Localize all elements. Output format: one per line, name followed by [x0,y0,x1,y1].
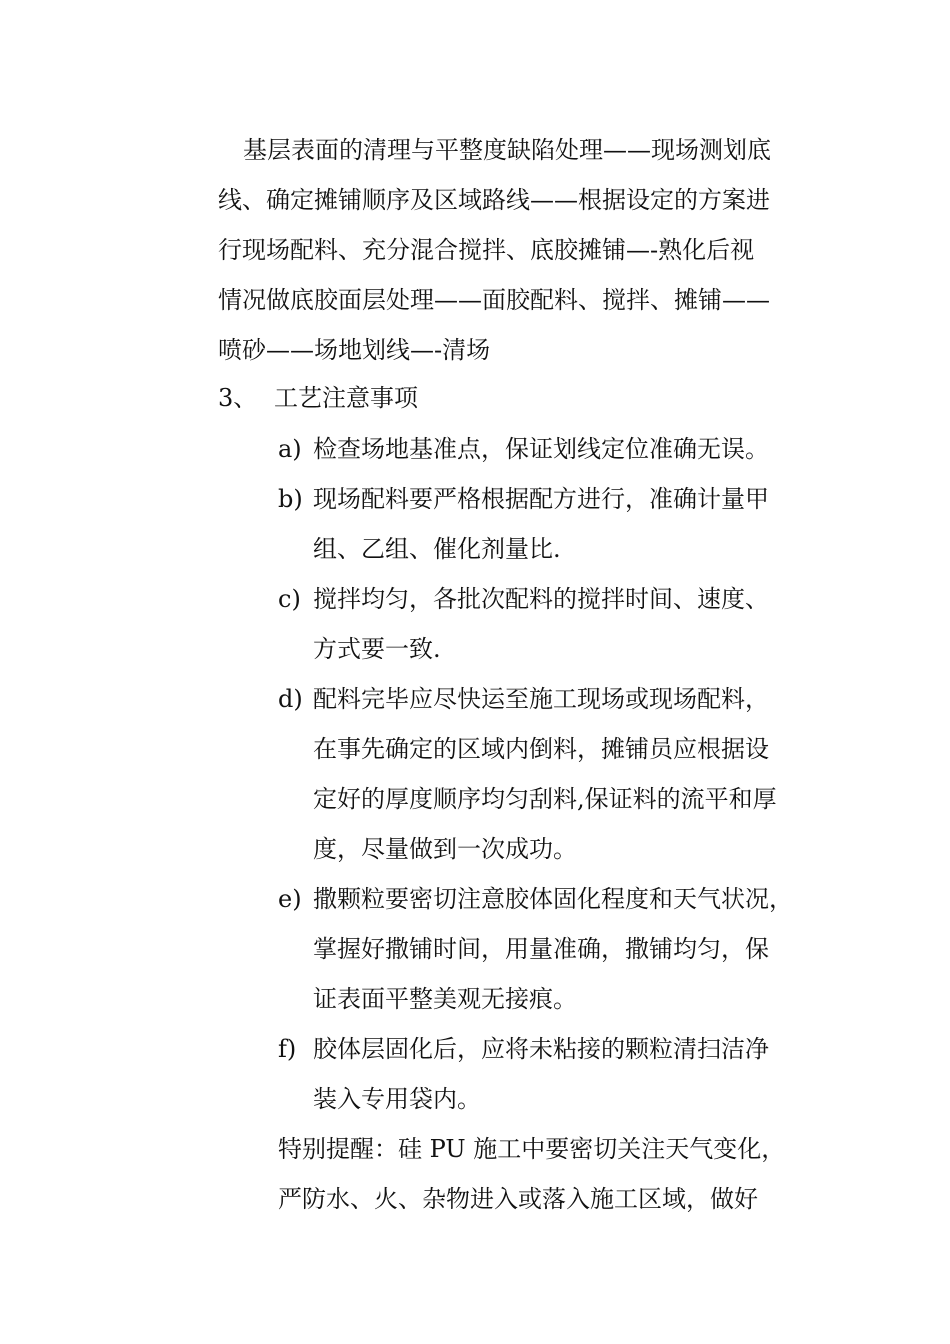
intro-line: 线、确定摊铺顺序及区域路线——根据设定的方案进 [218,186,770,214]
list-item-line: 配料完毕应尽快运至施工现场或现场配料， [313,685,769,713]
list-item-line: 方式要一致. [313,635,441,663]
list-item-line: 证表面平整美观无接痕。 [313,985,577,1013]
intro-line: 基层表面的清理与平整度缺陷处理——现场测划底 [243,136,771,164]
list-item-marker: f) [278,1035,297,1063]
list-item-marker: d) [278,685,303,713]
list-item-line: 组、乙组、催化剂量比. [313,535,561,563]
list-item-line: 装入专用袋内。 [313,1085,481,1113]
list-item-marker: b) [278,485,303,513]
list-item-line: 在事先确定的区域内倒料，摊铺员应根据设 [313,735,769,763]
list-item-line: 掌握好撒铺时间，用量准确，撒铺均匀，保 [313,935,769,963]
list-item-line: 现场配料要严格根据配方进行，准确计量甲 [313,485,769,513]
special-note-line: 特别提醒：硅 PU 施工中要密切关注天气变化， [278,1135,786,1163]
list-item-line: 胶体层固化后，应将未粘接的颗粒清扫洁净 [313,1035,769,1063]
section-number: 3、 [218,384,258,412]
intro-line: 情况做底胶面层处理——面胶配料、搅拌、摊铺—— [218,286,770,314]
intro-line: 行现场配料、充分混合搅拌、底胶摊铺—-熟化后视 [218,236,755,264]
list-item-marker: a) [278,435,302,463]
list-item-line: 搅拌均匀，各批次配料的搅拌时间、速度、 [313,585,769,613]
list-item-line: 度，尽量做到一次成功。 [313,835,577,863]
special-note-line: 严防水、火、杂物进入或落入施工区域，做好 [278,1185,758,1213]
list-item-marker: e) [278,885,302,913]
list-item-line: 定好的厚度顺序均匀刮料,保证料的流平和厚 [313,785,777,813]
list-item-line: 检查场地基准点，保证划线定位准确无误。 [313,435,769,463]
intro-line: 喷砂——场地划线—-清场 [218,336,491,364]
list-item-marker: c) [278,585,301,613]
section-title: 工艺注意事项 [274,384,418,412]
list-item-line: 撒颗粒要密切注意胶体固化程度和天气状况， [313,885,793,913]
